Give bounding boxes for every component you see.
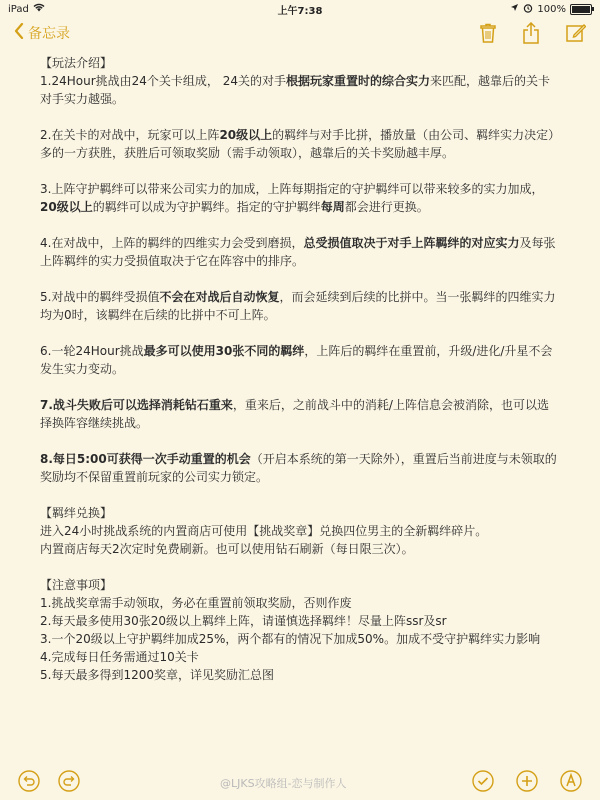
note-body[interactable]: [40, 54, 560, 684]
battery-icon: [570, 4, 592, 15]
text-run: 5.对战中的羁绊受损值: [40, 290, 160, 304]
watermark: @LJKS攻略组-恋与制作人: [220, 777, 347, 790]
compose-icon[interactable]: [566, 23, 586, 43]
section-title-notes: 【注意事项】: [40, 578, 113, 592]
text-run: 1.24Hour挑战由24个关卡组成， 24关的对手: [40, 74, 286, 88]
note-line: 2.每天最多使用30张20级以上羁绊上阵，请谨慎选择羁绊！尽量上阵ssr及sr: [40, 614, 447, 628]
note-paragraph: [40, 72, 560, 108]
text-run: 2.在关卡的对战中，玩家可以上阵: [40, 128, 220, 142]
device-label: iPad: [8, 3, 29, 15]
chevron-left-icon: [14, 23, 24, 43]
text-run: 的羁绊可以成为守护羁绊。指定的守护羁绊: [92, 200, 321, 214]
text-run: 4.在对战中，上阵的羁绊的四维实力会受到磨损，: [40, 236, 304, 250]
back-label: 备忘录: [28, 26, 70, 42]
bold-text: 7.战斗失败后可以选择消耗钻石重来: [40, 398, 233, 412]
alarm-icon: [523, 3, 533, 16]
bottom-toolbar: [0, 766, 600, 800]
note-paragraph: [40, 342, 560, 378]
note-paragraph: [40, 450, 560, 486]
text-run: 的羁绊与对手比拼，播放量（由公司、羁绊实力决定）多的一方获胜，获胜后可领取奖励（需手动领取），越靠后的关卡奖励越丰厚。: [40, 128, 555, 160]
wifi-icon: [33, 3, 45, 15]
note-line: 1.挑战奖章需手动领取，务必在重置前领取奖励，否则作废: [40, 596, 352, 610]
nav-bar: [0, 18, 600, 48]
undo-icon[interactable]: [18, 770, 40, 796]
battery-percent: 100%: [537, 3, 566, 15]
bold-text: 最多可以使用30张不同的羁绊: [143, 344, 305, 358]
back-button[interactable]: [14, 23, 70, 43]
add-icon[interactable]: [516, 770, 538, 796]
text-run: 来匹配，越靠后的关卡对手实力越强。: [40, 74, 551, 106]
bold-text: 20级以上: [219, 128, 273, 142]
checklist-icon[interactable]: [472, 770, 494, 796]
redo-icon[interactable]: [58, 770, 80, 796]
status-left: [8, 3, 45, 15]
location-icon: [510, 3, 519, 15]
share-icon[interactable]: [522, 22, 540, 44]
bold-text: 总受损值取决于对手上阵羁绊的对应实力: [303, 236, 520, 250]
text-run: 3.上阵守护羁绊可以带来公司实力的加成，上阵每期指定的守护羁绊可以带来较多的实力加成，: [40, 182, 544, 196]
note-paragraph: [40, 396, 560, 432]
bold-text: 不会在对战后自动恢复: [159, 290, 280, 304]
toolbar-right: [472, 770, 582, 796]
note-line: 进入24小时挑战系统的内置商店可使用【挑战奖章】兑换四位男主的全新羁绊碎片。: [40, 524, 488, 538]
note-line: 5.每天最多得到1200奖章，详见奖励汇总图: [40, 668, 274, 682]
bold-text: 每周: [320, 200, 345, 214]
bold-text: 20级以上: [40, 200, 93, 214]
trash-icon[interactable]: [480, 23, 496, 43]
bold-text: 根据玩家重置时的综合实力: [285, 74, 430, 88]
status-right: [510, 3, 592, 16]
section-title-gameplay: 【玩法介绍】: [40, 56, 113, 70]
text-run: ，重来后，之前战斗中的消耗/上阵信息会被消除，也可以选择换阵容继续挑战。: [40, 398, 549, 430]
bold-text: 8.每日5:00可获得一次手动重置的机会: [40, 452, 251, 466]
text-run: 都会进行更换。: [344, 200, 429, 214]
text-run: 及每张上阵羁绊的实力受损值取决于它在阵容中的排序。: [40, 236, 556, 268]
text-run: ，而会延续到后续的比拼中。当一张羁绊的四维实力均为0时，该羁绊在后续的比拼中不可上阵。: [40, 290, 556, 322]
text-run: 6.一轮24Hour挑战: [40, 344, 144, 358]
nav-actions: [480, 22, 586, 44]
toolbar-left: [18, 770, 80, 796]
status-bar: [0, 0, 600, 18]
status-time: 上午7:38: [277, 5, 323, 17]
note-paragraph: [40, 126, 560, 162]
text-run: ，上阵后的羁绊在重置前，升级/进化/升星不会发生实力变动。: [40, 344, 553, 376]
section-title-exchange: 【羁绊兑换】: [40, 506, 113, 520]
note-paragraph: [40, 288, 560, 324]
note-paragraph: [40, 234, 560, 270]
note-paragraph: [40, 180, 560, 216]
note-line: 3.一个20级以上守护羁绊加成25%，两个都有的情况下加成50%。加成不受守护羁绊实力影响: [40, 632, 541, 646]
text-run: （开启本系统的第一天除外），重置后当前进度与未领取的奖励均不保留重置前玩家的公司实力锁定。: [40, 452, 557, 484]
note-line: 4.完成每日任务需通过10关卡: [40, 650, 199, 664]
markup-icon[interactable]: [560, 770, 582, 796]
note-line: 内置商店每天2次定时免费刷新。也可以使用钻石刷新（每日限三次）。: [40, 542, 414, 556]
